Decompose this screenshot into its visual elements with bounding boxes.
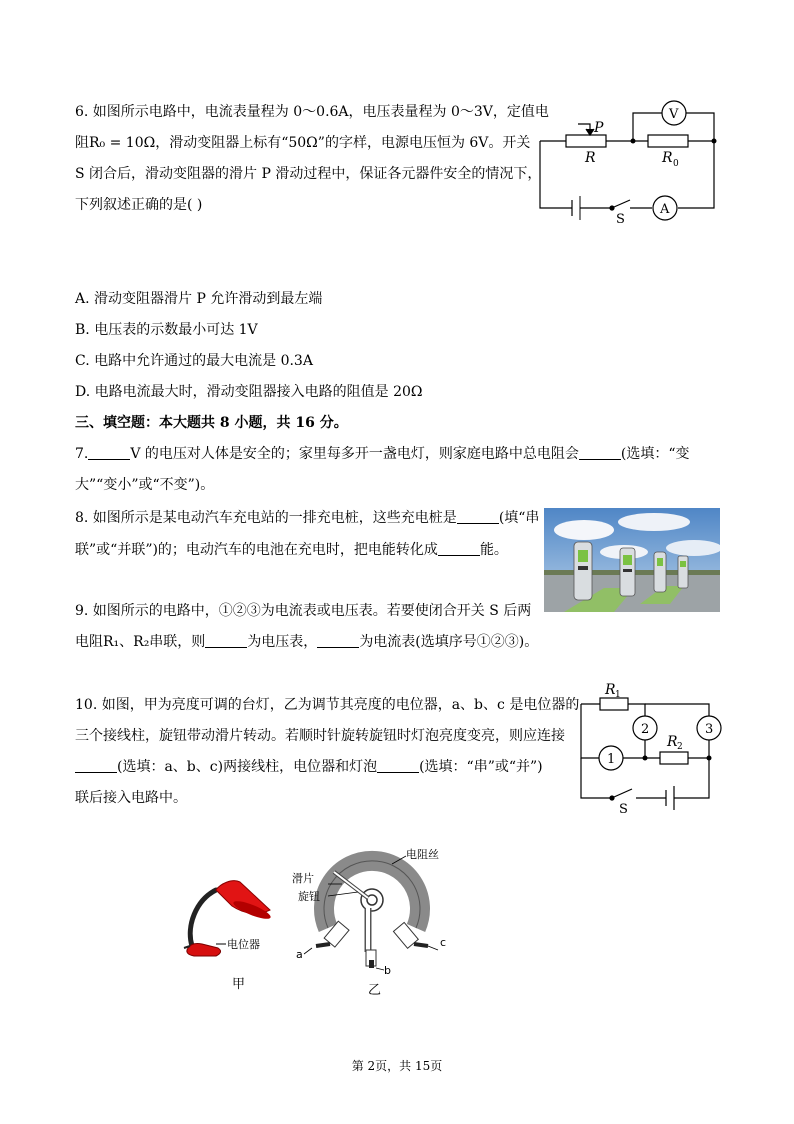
- figure-jia-caption: 甲: [232, 977, 246, 992]
- q9-line1: 9. 如图所示的电路中，①②③为电流表或电压表。若要使闭合开关 S 后两: [75, 603, 532, 619]
- terminal-c-label: c: [440, 936, 447, 949]
- q9-text-c: 为电流表(选填序号①②③)。: [359, 634, 539, 650]
- q9-r2-subscript: 2: [677, 742, 683, 752]
- q10-line2: 三个接线柱，旋钮带动滑片转动。若顺时针旋转旋钮时灯泡亮度变亮，则应连接: [75, 728, 565, 744]
- q9-line2: [75, 632, 538, 652]
- terminal-b-label: b: [384, 964, 391, 977]
- q7-line1: [75, 444, 690, 464]
- resistance-wire-label: 电阻丝: [406, 848, 439, 861]
- terminal-a-label: a: [296, 948, 303, 961]
- q9-meter-1-label: 1: [607, 752, 616, 767]
- q6-rheostat-label: R: [585, 150, 596, 166]
- q9-circuit-diagram: [576, 678, 722, 816]
- q6-r0-label: R: [662, 150, 673, 166]
- figure-yi-caption: 乙: [368, 983, 382, 998]
- q9-switch-label: S: [619, 802, 628, 816]
- q10-text-a: (选填：a、b、c)两接线柱，电位器和灯泡: [117, 759, 378, 775]
- slider-label: 滑片: [292, 872, 314, 885]
- q8-text-d: 能。: [479, 542, 508, 558]
- section-3-heading: 三、填空题：本大题共 8 小题，共 16 分。: [75, 415, 348, 431]
- charging-station-photo: [544, 508, 720, 612]
- q8-line1: [75, 508, 539, 528]
- q6-option-c: C. 电路中允许通过的最大电流是 0.3A: [75, 353, 313, 369]
- q6-option-a: A. 滑动变阻器滑片 P 允许滑动到最左端: [75, 291, 323, 307]
- q7-text-b: (选填：“变: [620, 446, 690, 462]
- q8-line2: [75, 540, 508, 560]
- q8-blank-2[interactable]: [438, 541, 480, 556]
- q7-blank-2[interactable]: [579, 445, 621, 460]
- q6-ammeter-label: A: [660, 202, 670, 217]
- q8-text-a: 8. 如图所示是某电动汽车充电站的一排充电桩，这些充电桩是: [75, 510, 457, 526]
- q6-option-b: B. 电压表的示数最小可达 1V: [75, 322, 258, 338]
- q6-line4: 下列叙述正确的是( ): [75, 197, 203, 213]
- page-footer: 第 2页，共 15页: [351, 1059, 443, 1073]
- q10-line1: 10. 如图，甲为亮度可调的台灯，乙为调节其亮度的电位器，a、b、c 是电位器的: [75, 697, 580, 713]
- potentiometer-drawing: [304, 856, 438, 970]
- q8-text-b: (填“串: [498, 510, 540, 526]
- q10-blank-1[interactable]: [75, 758, 117, 773]
- q7-line2: 大”“变小”或“不变”)。: [75, 477, 215, 493]
- q9-blank-1[interactable]: [205, 633, 247, 648]
- q8-blank-1[interactable]: [457, 509, 499, 524]
- lamp-potentiometer-label: 电位器: [227, 938, 260, 951]
- q6-line1: 6. 如图所示电路中，电流表量程为 0～0.6A，电压表量程为 0～3V，定值电: [75, 104, 549, 120]
- q7-text-a: V 的电压对人体是安全的；家里每多开一盏电灯，则家庭电路中总电阻会: [130, 446, 579, 462]
- q10-line3: [75, 757, 543, 777]
- q6-line3: S 闭合后，滑动变阻器的滑片 P 滑动过程中，保证各元器件安全的情况下，: [75, 166, 542, 182]
- q9-blank-2[interactable]: [317, 633, 359, 648]
- q10-blank-2[interactable]: [377, 758, 419, 773]
- q6-slider-label: P: [594, 120, 604, 136]
- knob-label: 旋钮: [298, 890, 320, 903]
- q9-r2-label: R: [667, 734, 678, 750]
- q9-text-a: 电阻R₁、R₂串联，则: [75, 634, 206, 650]
- q9-meter-3-label: 3: [705, 722, 714, 737]
- q6-switch-label: S: [616, 212, 625, 226]
- q6-circuit-diagram: [536, 96, 722, 226]
- q8-text-c: 联”或“并联”)的；电动汽车的电池在充电时，把电能转化成: [75, 542, 438, 558]
- potentiometer-figure: [288, 842, 458, 998]
- desk-lamp-figure: [180, 870, 290, 994]
- q6-line2: 阻R₀ = 10Ω，滑动变阻器上标有“50Ω”的字样，电源电压恒为 6V。开关: [75, 135, 531, 151]
- q7-blank-1[interactable]: [88, 445, 130, 460]
- q9-text-b: 为电压表，: [247, 634, 318, 650]
- q7-number: 7.: [75, 446, 89, 462]
- q6-voltmeter-label: V: [669, 107, 679, 122]
- q10-line4: 联后接入电路中。: [75, 790, 187, 806]
- q9-meter-2-label: 2: [641, 722, 650, 737]
- q10-text-b: (选填：“串”或“并”): [419, 759, 543, 775]
- q9-r1-subscript: 1: [615, 690, 621, 700]
- q6-r0-subscript: 0: [673, 159, 679, 169]
- q6-option-d: D. 电路电流最大时，滑动变阻器接入电路的阻值是 20Ω: [75, 384, 423, 400]
- q9-r1-label: R: [605, 682, 616, 698]
